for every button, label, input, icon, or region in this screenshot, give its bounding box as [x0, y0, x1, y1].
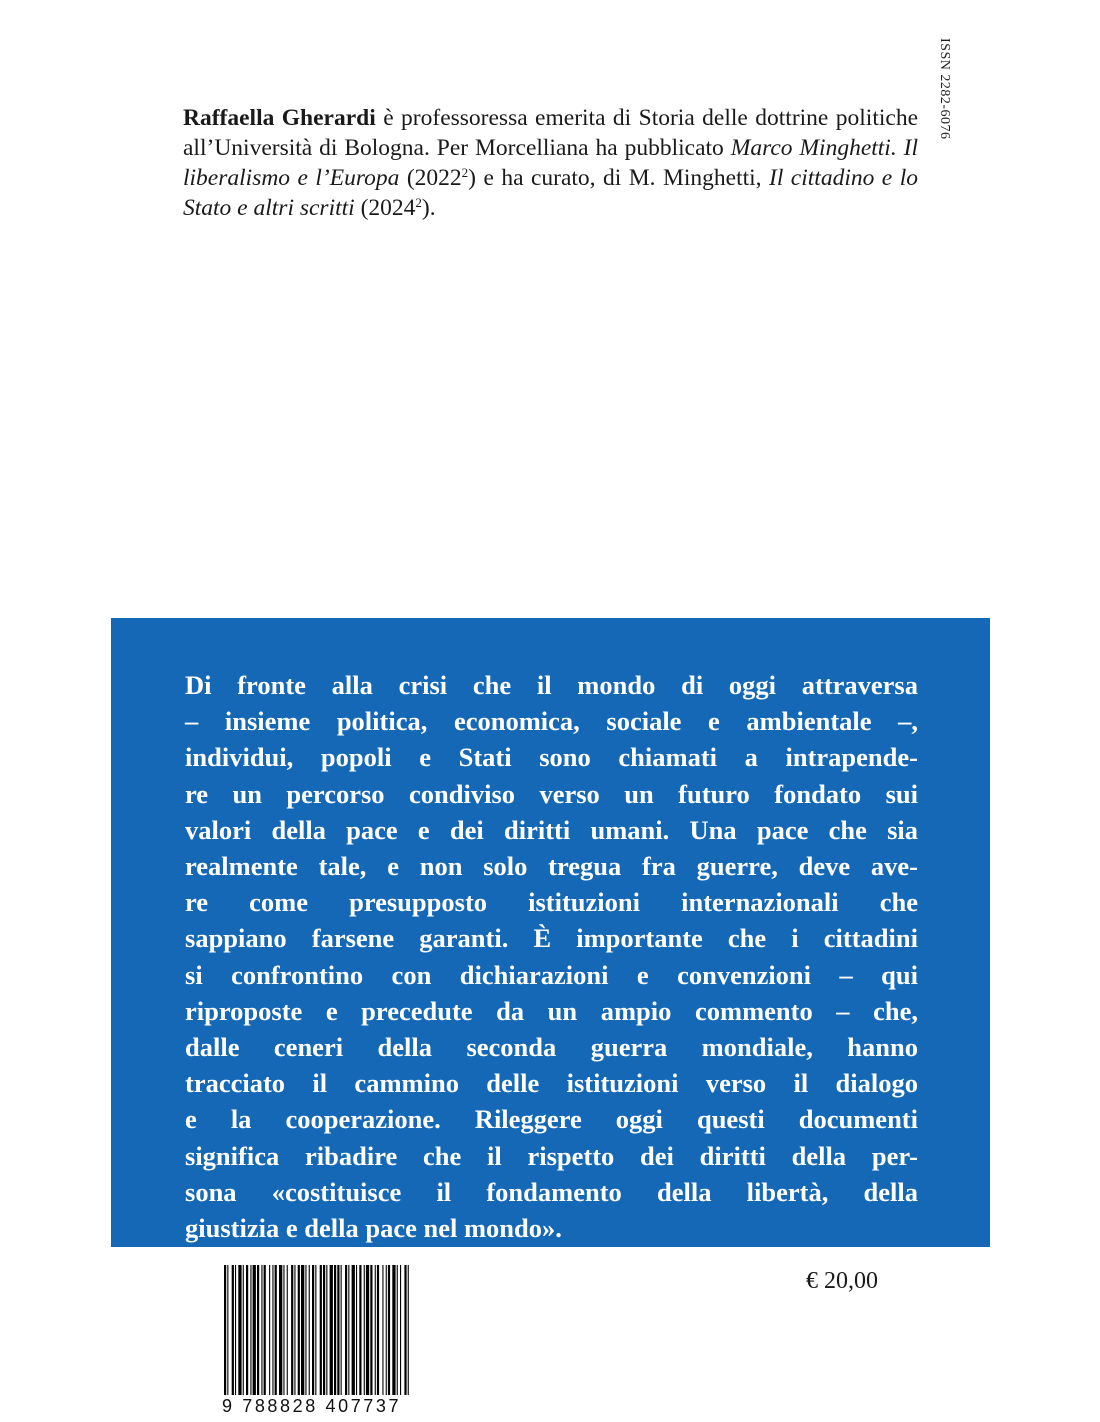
barcode-bar — [382, 1265, 383, 1395]
barcode-bar — [243, 1265, 244, 1395]
barcode-bar — [320, 1265, 322, 1395]
blurb-line: individui, popoli e Stati sono chiamati a intrapende- — [185, 742, 918, 773]
author-name: Raffaella Gherardi — [183, 105, 376, 131]
barcode-bar — [326, 1265, 327, 1395]
barcode-bar — [334, 1265, 336, 1395]
barcode-bar — [345, 1265, 347, 1395]
blurb-line: riproposte e precedute da un ampio commento – che, — [185, 995, 918, 1026]
barcode-bar — [261, 1265, 262, 1395]
blurb-text — [185, 667, 918, 1246]
barcode-bar — [323, 1265, 325, 1395]
barcode-bar — [291, 1265, 293, 1395]
blurb-line: re un percorso condiviso verso un futuro fondato sui — [185, 778, 918, 809]
barcode-bar — [377, 1265, 379, 1395]
barcode-bar — [275, 1265, 277, 1395]
bio-text: (2022 — [399, 165, 462, 191]
issn-label: ISSN 2282-6076 — [937, 38, 952, 140]
barcode-bar — [312, 1265, 314, 1395]
author-bio — [183, 103, 918, 223]
barcode-bar — [366, 1265, 369, 1395]
bio-text: ). — [421, 195, 436, 221]
bio-text: (2024 — [354, 195, 416, 221]
barcode-bar — [356, 1265, 357, 1395]
book-title: Marco Minghetti. Il liberalismo e l’Europa — [183, 135, 918, 191]
price-label: € 20,00 — [806, 1268, 878, 1294]
barcode-bar — [337, 1265, 339, 1395]
barcode-bar — [305, 1265, 306, 1395]
barcode-bar — [227, 1265, 228, 1395]
blurb-line: re come presupposto istituzioni internazionali che — [185, 887, 918, 918]
blurb-line: giustizia e della pace nel mondo». — [185, 1213, 562, 1244]
blurb-line: valori della pace e dei diritti umani. Una pace che sia — [185, 814, 918, 845]
barcode-bar — [238, 1265, 241, 1395]
blurb-line: Di fronte alla crisi che il mondo di oggi attraversa — [185, 670, 918, 700]
blurb-line: tracciato il cammino delle istituzioni verso il dialogo — [185, 1068, 918, 1099]
barcode-bar — [386, 1265, 387, 1395]
barcode-bar — [397, 1265, 398, 1395]
blurb-line: si confrontino con dichiarazioni e convenzioni – qui — [185, 959, 918, 990]
barcode-bar — [246, 1265, 248, 1395]
barcode-bar — [388, 1265, 390, 1395]
barcode-bar — [298, 1265, 300, 1395]
barcode-bar — [341, 1265, 342, 1395]
barcode-bar — [370, 1265, 372, 1395]
barcode-bar — [272, 1265, 273, 1395]
blurb-line: e la cooperazione. Rileggere oggi questi documenti — [185, 1104, 918, 1135]
book-title: Il cittadino e lo Stato e altri scritti — [183, 165, 918, 221]
barcode-bar — [301, 1265, 304, 1395]
barcode-bar — [232, 1265, 234, 1395]
barcode-bar — [235, 1265, 236, 1395]
barcode-bar — [253, 1265, 256, 1395]
barcode-bar — [224, 1265, 226, 1395]
barcode-bar — [400, 1265, 401, 1395]
barcode-bar — [359, 1265, 361, 1395]
blurb-line: sona «costituisce il fondamento della libertà, della — [185, 1176, 918, 1207]
barcode-bar — [404, 1265, 406, 1395]
blurb-line: – insieme politica, economica, sociale e ambientale –, — [185, 706, 918, 737]
barcode-bars — [222, 1265, 410, 1395]
barcode-bar — [315, 1265, 316, 1395]
edition-superscript: 2 — [461, 165, 469, 180]
blurb-line: dalle ceneri della seconda guerra mondiale, hanno — [185, 1032, 918, 1063]
barcode-bar — [348, 1265, 349, 1395]
barcode-number: 9 788828 407737 — [222, 1396, 402, 1416]
bio-text: è professoressa emerita di Storia delle dottrine politiche all’Università di Bologna. Per Morcelliana ha pubblicato — [183, 105, 919, 161]
barcode-bar — [309, 1265, 310, 1395]
barcode-bar — [330, 1265, 333, 1395]
barcode-bar — [264, 1265, 266, 1395]
barcode-bar — [352, 1265, 355, 1395]
barcode-bar — [364, 1265, 365, 1395]
barcode-bar — [392, 1265, 395, 1395]
barcode-bar — [279, 1265, 282, 1395]
barcode — [222, 1265, 410, 1415]
barcode-bar — [375, 1265, 376, 1395]
blurb-line: realmente tale, e non solo tregua fra guerre, deve ave- — [185, 851, 918, 882]
barcode-bar — [283, 1265, 284, 1395]
barcode-bar — [257, 1265, 259, 1395]
blurb-line: sappiano farsene garanti. È importante che i cittadini — [185, 923, 918, 954]
barcode-bar — [250, 1265, 251, 1395]
barcode-bar — [294, 1265, 295, 1395]
edition-superscript: 2 — [415, 195, 422, 210]
blurb-line: significa ribadire che il rispetto dei diritti della per- — [185, 1140, 918, 1171]
bio-text: ) e ha curato, di M. Minghetti, — [468, 165, 769, 191]
barcode-bar — [269, 1265, 270, 1395]
blurb-panel — [111, 618, 990, 1247]
barcode-bar — [287, 1265, 288, 1395]
barcode-bar — [408, 1265, 409, 1395]
